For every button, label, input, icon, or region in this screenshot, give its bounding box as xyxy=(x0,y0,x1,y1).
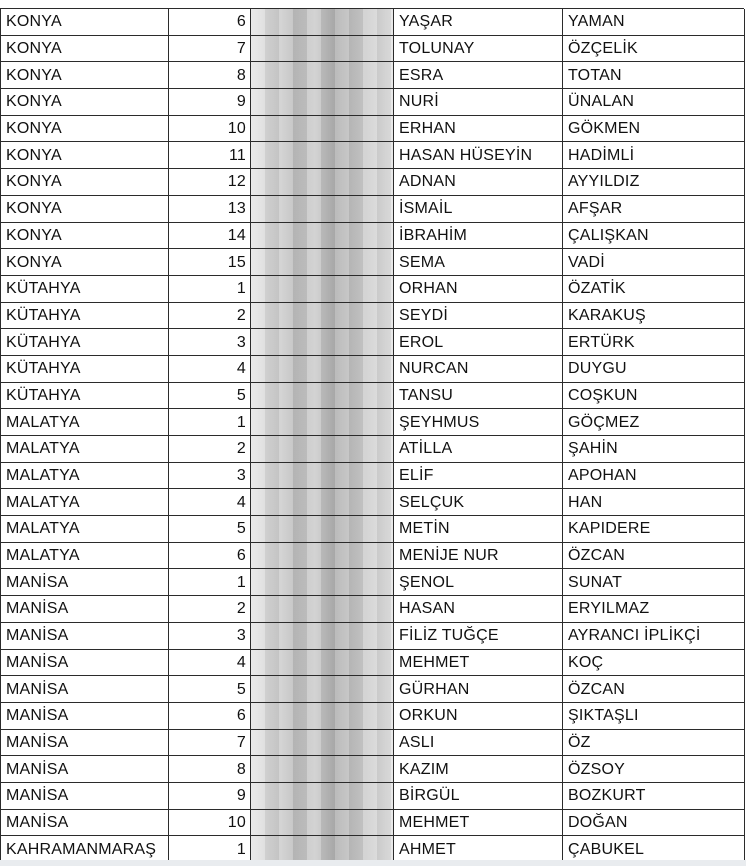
province-cell[interactable]: KÜTAHYA xyxy=(1,382,169,409)
province-cell[interactable]: KONYA xyxy=(1,222,169,249)
window-bottom-edge xyxy=(0,860,746,866)
number-cell[interactable]: 6 xyxy=(169,542,251,569)
first-name-cell[interactable]: HASAN xyxy=(394,596,563,623)
number-cell[interactable]: 2 xyxy=(169,596,251,623)
province-cell[interactable]: MALATYA xyxy=(1,516,169,543)
redacted-cell[interactable] xyxy=(251,516,394,543)
first-name-cell[interactable]: ORKUN xyxy=(394,702,563,729)
last-name-cell[interactable]: ERTÜRK xyxy=(563,329,745,356)
number-cell[interactable]: 8 xyxy=(169,62,251,89)
redaction-blur xyxy=(251,276,393,302)
table-row xyxy=(1,9,745,35)
redacted-cell[interactable] xyxy=(251,329,394,356)
first-name-cell[interactable]: AHMET xyxy=(394,836,563,863)
last-name-cell[interactable]: YAMAN xyxy=(563,9,745,35)
table-row xyxy=(1,115,745,142)
table-row xyxy=(1,756,745,783)
province-cell[interactable]: KONYA xyxy=(1,9,169,35)
first-name-cell[interactable]: SEMA xyxy=(394,249,563,276)
redaction-blur xyxy=(251,650,393,676)
first-name-cell[interactable]: EROL xyxy=(394,329,563,356)
first-name-cell[interactable]: METİN xyxy=(394,516,563,543)
province-cell[interactable]: MANİSA xyxy=(1,569,169,596)
province-cell[interactable]: MALATYA xyxy=(1,489,169,516)
redaction-blur xyxy=(251,436,393,462)
number-cell[interactable]: 1 xyxy=(169,409,251,436)
redacted-cell[interactable] xyxy=(251,195,394,222)
province-cell[interactable]: MANİSA xyxy=(1,729,169,756)
redacted-cell[interactable] xyxy=(251,302,394,329)
province-cell[interactable]: MANİSA xyxy=(1,809,169,836)
last-name-cell[interactable]: ŞIKTAŞLI xyxy=(563,702,745,729)
last-name-cell[interactable]: ÖZCAN xyxy=(563,542,745,569)
redaction-blur xyxy=(251,489,393,515)
redacted-cell[interactable] xyxy=(251,35,394,62)
redaction-blur xyxy=(251,62,393,88)
table-row xyxy=(1,62,745,89)
last-name-cell[interactable]: AYRANCI İPLİKÇİ xyxy=(563,622,745,649)
last-name-cell[interactable]: ÇABUKEL xyxy=(563,836,745,863)
province-cell[interactable]: KONYA xyxy=(1,142,169,169)
redaction-blur xyxy=(251,9,393,35)
redaction-blur xyxy=(251,36,393,62)
redacted-cell[interactable] xyxy=(251,89,394,116)
first-name-cell[interactable]: FİLİZ TUĞÇE xyxy=(394,622,563,649)
table-row xyxy=(1,569,745,596)
table-row xyxy=(1,355,745,382)
first-name-cell[interactable]: SEYDİ xyxy=(394,302,563,329)
province-cell[interactable]: MALATYA xyxy=(1,462,169,489)
number-cell[interactable]: 3 xyxy=(169,462,251,489)
province-cell[interactable]: MALATYA xyxy=(1,409,169,436)
redaction-blur xyxy=(251,596,393,622)
number-cell[interactable]: 1 xyxy=(169,569,251,596)
last-name-cell[interactable]: COŞKUN xyxy=(563,382,745,409)
redaction-blur xyxy=(251,516,393,542)
last-name-cell[interactable]: ÖZÇELİK xyxy=(563,35,745,62)
redaction-blur xyxy=(251,142,393,168)
redacted-cell[interactable] xyxy=(251,702,394,729)
number-cell[interactable]: 15 xyxy=(169,249,251,276)
province-cell[interactable]: KONYA xyxy=(1,169,169,196)
number-cell[interactable]: 7 xyxy=(169,729,251,756)
redacted-cell[interactable] xyxy=(251,62,394,89)
number-cell[interactable]: 6 xyxy=(169,9,251,35)
province-cell[interactable]: MANİSA xyxy=(1,782,169,809)
province-cell[interactable]: MANİSA xyxy=(1,702,169,729)
first-name-cell[interactable]: MEHMET xyxy=(394,649,563,676)
candidate-table xyxy=(0,9,745,863)
number-cell[interactable]: 11 xyxy=(169,142,251,169)
redacted-cell[interactable] xyxy=(251,249,394,276)
number-cell[interactable]: 13 xyxy=(169,195,251,222)
number-cell[interactable]: 1 xyxy=(169,836,251,863)
redaction-blur xyxy=(251,836,393,862)
province-cell[interactable]: KÜTAHYA xyxy=(1,329,169,356)
first-name-cell[interactable]: ŞENOL xyxy=(394,569,563,596)
redacted-cell[interactable] xyxy=(251,489,394,516)
last-name-cell[interactable]: ÇALIŞKAN xyxy=(563,222,745,249)
table-row xyxy=(1,809,745,836)
redacted-cell[interactable] xyxy=(251,275,394,302)
redaction-blur xyxy=(251,783,393,809)
table-row xyxy=(1,89,745,116)
first-name-cell[interactable]: ADNAN xyxy=(394,169,563,196)
table-row xyxy=(1,409,745,436)
last-name-cell[interactable]: HAN xyxy=(563,489,745,516)
first-name-cell[interactable]: NURİ xyxy=(394,89,563,116)
redaction-blur xyxy=(251,196,393,222)
number-cell[interactable]: 6 xyxy=(169,702,251,729)
table-row xyxy=(1,142,745,169)
redaction-blur xyxy=(251,116,393,142)
province-cell[interactable]: KAHRAMANMARAŞ xyxy=(1,836,169,863)
province-cell[interactable]: KONYA xyxy=(1,249,169,276)
last-name-cell[interactable]: ŞAHİN xyxy=(563,436,745,463)
number-cell[interactable]: 5 xyxy=(169,676,251,703)
table-row xyxy=(1,836,745,863)
number-cell[interactable]: 2 xyxy=(169,302,251,329)
last-name-cell[interactable]: ÖZCAN xyxy=(563,676,745,703)
number-cell[interactable]: 2 xyxy=(169,436,251,463)
province-cell[interactable]: KONYA xyxy=(1,62,169,89)
first-name-cell[interactable]: BİRGÜL xyxy=(394,782,563,809)
first-name-cell[interactable]: HASAN HÜSEYİN xyxy=(394,142,563,169)
redaction-blur xyxy=(251,356,393,382)
province-cell[interactable]: KÜTAHYA xyxy=(1,355,169,382)
last-name-cell[interactable]: GÖÇMEZ xyxy=(563,409,745,436)
redacted-cell[interactable] xyxy=(251,809,394,836)
number-cell[interactable]: 4 xyxy=(169,355,251,382)
redacted-cell[interactable] xyxy=(251,142,394,169)
redaction-blur xyxy=(251,569,393,595)
number-cell[interactable]: 4 xyxy=(169,649,251,676)
table-row xyxy=(1,702,745,729)
table-row xyxy=(1,329,745,356)
table-row xyxy=(1,275,745,302)
number-cell[interactable]: 1 xyxy=(169,275,251,302)
first-name-cell[interactable]: ERHAN xyxy=(394,115,563,142)
first-name-cell[interactable]: ORHAN xyxy=(394,275,563,302)
table-row xyxy=(1,195,745,222)
table-row xyxy=(1,302,745,329)
number-cell[interactable]: 7 xyxy=(169,35,251,62)
redaction-blur xyxy=(251,810,393,836)
province-cell[interactable]: KÜTAHYA xyxy=(1,302,169,329)
first-name-cell[interactable]: ATİLLA xyxy=(394,436,563,463)
last-name-cell[interactable]: GÖKMEN xyxy=(563,115,745,142)
redaction-blur xyxy=(251,463,393,489)
table-row xyxy=(1,516,745,543)
table-row xyxy=(1,542,745,569)
last-name-cell[interactable]: AFŞAR xyxy=(563,195,745,222)
redacted-cell[interactable] xyxy=(251,115,394,142)
redaction-blur xyxy=(251,756,393,782)
first-name-cell[interactable]: NURCAN xyxy=(394,355,563,382)
first-name-cell[interactable]: TOLUNAY xyxy=(394,35,563,62)
redacted-cell[interactable] xyxy=(251,222,394,249)
table-row xyxy=(1,35,745,62)
province-cell[interactable]: MANİSA xyxy=(1,596,169,623)
table-row xyxy=(1,622,745,649)
last-name-cell[interactable]: APOHAN xyxy=(563,462,745,489)
number-cell[interactable]: 10 xyxy=(169,809,251,836)
redaction-blur xyxy=(251,249,393,275)
last-name-cell[interactable]: SUNAT xyxy=(563,569,745,596)
first-name-cell[interactable]: ASLI xyxy=(394,729,563,756)
redacted-cell[interactable] xyxy=(251,462,394,489)
table-body xyxy=(1,9,745,863)
redaction-blur xyxy=(251,303,393,329)
first-name-cell[interactable]: İBRAHİM xyxy=(394,222,563,249)
first-name-cell[interactable]: ESRA xyxy=(394,62,563,89)
last-name-cell[interactable]: KOÇ xyxy=(563,649,745,676)
province-cell[interactable]: KONYA xyxy=(1,89,169,116)
redacted-cell[interactable] xyxy=(251,409,394,436)
redacted-cell[interactable] xyxy=(251,782,394,809)
last-name-cell[interactable]: ÖZATİK xyxy=(563,275,745,302)
first-name-cell[interactable]: GÜRHAN xyxy=(394,676,563,703)
last-name-cell[interactable]: VADİ xyxy=(563,249,745,276)
province-cell[interactable]: KÜTAHYA xyxy=(1,275,169,302)
last-name-cell[interactable]: ÖZSOY xyxy=(563,756,745,783)
spreadsheet xyxy=(0,8,744,863)
redacted-cell[interactable] xyxy=(251,676,394,703)
province-cell[interactable]: KONYA xyxy=(1,115,169,142)
first-name-cell[interactable]: SELÇUK xyxy=(394,489,563,516)
redaction-blur xyxy=(251,329,393,355)
redacted-cell[interactable] xyxy=(251,756,394,783)
first-name-cell[interactable]: MENİJE NUR xyxy=(394,542,563,569)
first-name-cell[interactable]: YAŞAR xyxy=(394,9,563,35)
last-name-cell[interactable]: TOTAN xyxy=(563,62,745,89)
redaction-blur xyxy=(251,223,393,249)
first-name-cell[interactable]: MEHMET xyxy=(394,809,563,836)
redacted-cell[interactable] xyxy=(251,436,394,463)
province-cell[interactable]: MANİSA xyxy=(1,756,169,783)
redaction-blur xyxy=(251,543,393,569)
redaction-blur xyxy=(251,730,393,756)
redacted-cell[interactable] xyxy=(251,836,394,863)
table-row xyxy=(1,462,745,489)
last-name-cell[interactable]: DUYGU xyxy=(563,355,745,382)
redaction-blur xyxy=(251,703,393,729)
number-cell[interactable]: 9 xyxy=(169,782,251,809)
redacted-cell[interactable] xyxy=(251,596,394,623)
table-row xyxy=(1,249,745,276)
last-name-cell[interactable]: KAPIDERE xyxy=(563,516,745,543)
redacted-cell[interactable] xyxy=(251,355,394,382)
table-row xyxy=(1,782,745,809)
table-row xyxy=(1,169,745,196)
number-cell[interactable]: 14 xyxy=(169,222,251,249)
redacted-cell[interactable] xyxy=(251,169,394,196)
province-cell[interactable]: MANİSA xyxy=(1,649,169,676)
province-cell[interactable]: MANİSA xyxy=(1,676,169,703)
redaction-blur xyxy=(251,383,393,409)
last-name-cell[interactable]: DOĞAN xyxy=(563,809,745,836)
redaction-blur xyxy=(251,169,393,195)
last-name-cell[interactable]: KARAKUŞ xyxy=(563,302,745,329)
last-name-cell[interactable]: BOZKURT xyxy=(563,782,745,809)
last-name-cell[interactable]: AYYILDIZ xyxy=(563,169,745,196)
redaction-blur xyxy=(251,89,393,115)
number-cell[interactable]: 12 xyxy=(169,169,251,196)
number-cell[interactable]: 4 xyxy=(169,489,251,516)
table-row xyxy=(1,489,745,516)
province-cell[interactable]: MALATYA xyxy=(1,542,169,569)
redacted-cell[interactable] xyxy=(251,729,394,756)
number-cell[interactable]: 5 xyxy=(169,516,251,543)
table-row xyxy=(1,222,745,249)
number-cell[interactable]: 8 xyxy=(169,756,251,783)
redaction-blur xyxy=(251,409,393,435)
number-cell[interactable]: 10 xyxy=(169,115,251,142)
number-cell[interactable]: 3 xyxy=(169,622,251,649)
province-cell[interactable]: KONYA xyxy=(1,195,169,222)
redacted-cell[interactable] xyxy=(251,9,394,35)
province-cell[interactable]: KONYA xyxy=(1,35,169,62)
first-name-cell[interactable]: TANSU xyxy=(394,382,563,409)
redaction-blur xyxy=(251,676,393,702)
table-row xyxy=(1,596,745,623)
number-cell[interactable]: 3 xyxy=(169,329,251,356)
table-row xyxy=(1,382,745,409)
last-name-cell[interactable]: ÖZ xyxy=(563,729,745,756)
redacted-cell[interactable] xyxy=(251,622,394,649)
redacted-cell[interactable] xyxy=(251,649,394,676)
last-name-cell[interactable]: HADİMLİ xyxy=(563,142,745,169)
redacted-cell[interactable] xyxy=(251,569,394,596)
province-cell[interactable]: MANİSA xyxy=(1,622,169,649)
first-name-cell[interactable]: ŞEYHMUS xyxy=(394,409,563,436)
table-row xyxy=(1,649,745,676)
last-name-cell[interactable]: ÜNALAN xyxy=(563,89,745,116)
number-cell[interactable]: 9 xyxy=(169,89,251,116)
first-name-cell[interactable]: İSMAİL xyxy=(394,195,563,222)
table-row xyxy=(1,436,745,463)
redaction-blur xyxy=(251,623,393,649)
redacted-cell[interactable] xyxy=(251,542,394,569)
table-row xyxy=(1,729,745,756)
table-row xyxy=(1,676,745,703)
redacted-cell[interactable] xyxy=(251,382,394,409)
last-name-cell[interactable]: ERYILMAZ xyxy=(563,596,745,623)
number-cell[interactable]: 5 xyxy=(169,382,251,409)
province-cell[interactable]: MALATYA xyxy=(1,436,169,463)
first-name-cell[interactable]: KAZIM xyxy=(394,756,563,783)
first-name-cell[interactable]: ELİF xyxy=(394,462,563,489)
